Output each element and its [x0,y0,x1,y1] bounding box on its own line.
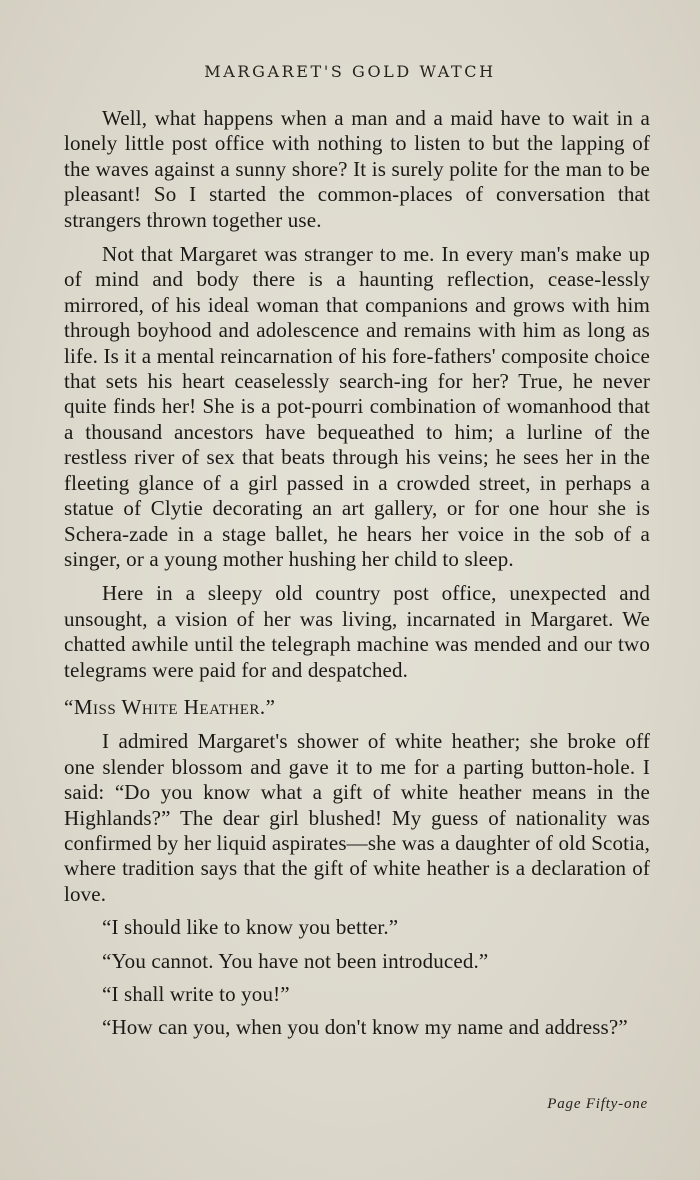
dialogue-line: “I shall write to you!” [102,982,290,1006]
running-head: MARGARET'S GOLD WATCH [204,62,496,81]
dialogue-line: “How can you, when you don't know my name and address?” [102,1015,628,1040]
page-number: Page Fifty-one [547,1096,648,1112]
dialogue-line: “I should like to know you better.” [102,915,399,940]
paragraph: Not that Margaret was stranger to me. In every man's make up of mind and body there is a haunting reflection, cease-lessly mirrored, of his ideal woman that companions and grows with him through boyhood and adolescence and remains with him as long as life. Is it a mental reincarnation of his fore-fathers' composite choice that sets his heart ceaselessly search-ing for her? True, he never quite finds her! She is a pot-pourri combination of womanhood that a thousand ancestors have bequeathed to him; a lurline of the restless river of sex that beats through his veins; he sees her in the fleeting glance of a girl passed in a crowded street, in perhaps a statue of Clytie decorating an art gallery, or for one hour she is Schera-zade in a stage ballet, he hears her voice in the sob of a singer, or a young mother hushing her child to sleep. [64,242,650,571]
paragraph: Here in a sleepy old country post office, unexpected and unsought, a vision of her was living, incarnated in Margaret. We chatted awhile until the telegraph machine was mended and our two telegrams were paid for and despatched. [64,581,650,682]
telegram-heading: “Miss White Heather.” [64,694,276,719]
body-text [64,106,650,1041]
paragraph: I admired Margaret's shower of white heather; she broke off one slender blossom and gave it to me for a parting button-hole. I said: “Do you know what a gift of white heather means in the Highlands?” The dear girl blushed! My guess of nationality was confirmed by her liquid aspirates—she was a daughter of old Scotia, where tradition says that the gift of white heather is a declaration of love. [64,729,650,906]
dialogue-line: “You cannot. You have not been introduced.” [102,948,489,973]
paragraph: Well, what happens when a man and a maid have to wait in a lonely little post office with nothing to listen to but the lapping of the waves against a sunny shore? It is surely polite for the man to be pleasant! So I started the common-places of conversation that strangers thrown together use. [64,106,650,232]
